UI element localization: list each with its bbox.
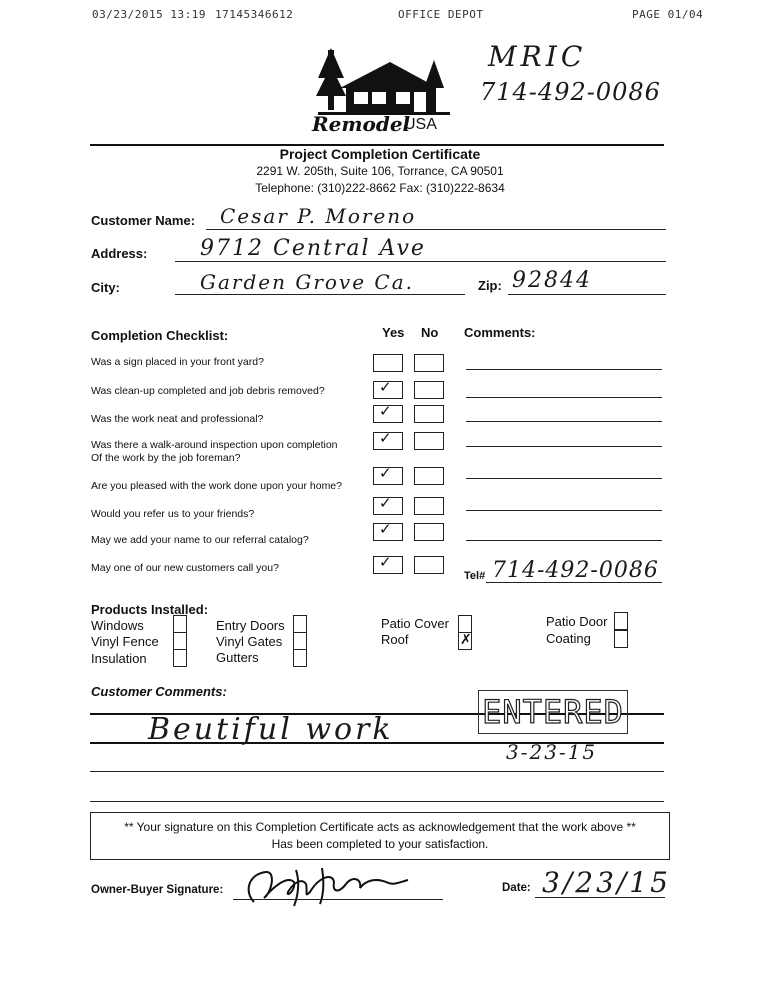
question-2: Was clean-up completed and job debris removed?: [91, 385, 325, 397]
no-checkbox-1[interactable]: [414, 354, 444, 372]
question-6: Would you refer us to your friends?: [91, 508, 255, 520]
product-patio-door: Patio Door: [546, 614, 608, 629]
product-vinyl-fence: Vinyl Fence: [91, 634, 159, 649]
comments-header: Comments:: [464, 325, 536, 340]
question-8: May one of our new customers call you?: [91, 562, 279, 574]
product-coating: Coating: [546, 631, 591, 646]
product-windows: Windows: [91, 618, 144, 633]
customer-comments-value: Beutiful work: [148, 712, 394, 747]
comments-line-4: [90, 801, 664, 802]
customer-name-value: Cesar P. Moreno: [220, 204, 417, 228]
date-label: Date:: [502, 882, 531, 894]
annotation-line2: 714-492-0086: [480, 78, 661, 106]
check-mark-icon: ✓: [379, 494, 392, 512]
fax-page: PAGE 01/04: [632, 8, 704, 21]
city-value: Garden Grove Ca.: [200, 270, 414, 294]
date-value: 3/23/15: [542, 866, 671, 899]
logo-suffix: USA: [404, 116, 437, 133]
roof-checkbox[interactable]: [458, 632, 472, 650]
fax-number: 17145346612: [215, 8, 294, 21]
check-mark-icon: ✓: [379, 429, 392, 447]
city-line: [175, 294, 465, 295]
yes-checkbox-5[interactable]: [373, 464, 403, 485]
comment-line-1: [466, 369, 662, 370]
page-title: Project Completion Certificate: [279, 146, 481, 162]
tel-value: 714-492-0086: [492, 558, 659, 583]
comment-line-2: [466, 397, 662, 398]
yes-checkbox-8[interactable]: [373, 553, 403, 574]
annotation-line1: MRIC: [488, 40, 587, 73]
windows-checkbox[interactable]: [173, 615, 187, 633]
no-checkbox-8[interactable]: [414, 556, 444, 574]
zip-label: Zip:: [478, 278, 502, 293]
owner-signature: [236, 862, 416, 912]
company-address: 2291 W. 205th, Suite 106, Torrance, CA 90501: [256, 164, 504, 178]
comment-line-6: [466, 510, 662, 511]
product-insulation: Insulation: [91, 651, 147, 666]
no-checkbox-6[interactable]: [414, 497, 444, 515]
comment-line-4: [466, 446, 662, 447]
tel-label: Tel#: [464, 570, 486, 582]
city-label: City:: [91, 280, 120, 295]
checklist-title: Completion Checklist:: [91, 328, 229, 343]
check-mark-icon: ✓: [379, 464, 392, 482]
check-mark-icon: ✓: [379, 378, 392, 396]
question-3: Was the work neat and professional?: [91, 413, 264, 425]
question-1: Was a sign placed in your front yard?: [91, 356, 264, 368]
gutters-checkbox[interactable]: [293, 649, 307, 667]
no-checkbox-5[interactable]: [414, 467, 444, 485]
check-mark-icon: ✓: [379, 553, 392, 571]
customer-name-label: Customer Name:: [91, 213, 196, 228]
product-patio-cover: Patio Cover: [381, 616, 449, 631]
signature-label: Owner-Buyer Signature:: [91, 884, 224, 896]
comments-line-3: [90, 771, 664, 772]
yes-checkbox-2[interactable]: [373, 378, 403, 399]
vinyl-fence-checkbox[interactable]: [173, 632, 187, 650]
check-mark-icon: ✓: [379, 520, 392, 538]
notice-line2: Has been completed to your satisfaction.: [271, 837, 489, 851]
entered-stamp: ENTERED: [478, 690, 628, 734]
insulation-checkbox[interactable]: [173, 649, 187, 667]
yes-header: Yes: [382, 325, 405, 340]
product-entry-doors: Entry Doors: [216, 618, 285, 633]
signature-scribble-icon: [236, 862, 416, 912]
fax-datetime: 03/23/2015 13:19: [92, 8, 206, 21]
company-phone: Telephone: (310)222-8662 Fax: (310)222-8634: [255, 181, 505, 195]
question-4-line2: Of the work by the job foreman?: [91, 452, 241, 464]
no-checkbox-7[interactable]: [414, 523, 444, 541]
address-label: Address:: [91, 246, 148, 261]
entry-doors-checkbox[interactable]: [293, 615, 307, 633]
comment-line-5: [466, 478, 662, 479]
no-header: No: [421, 325, 439, 340]
fax-sender: OFFICE DEPOT: [398, 8, 484, 21]
notice-line1: ** Your signature on this Completion Certificate acts as acknowledgement that the work above **: [124, 820, 636, 834]
coating-checkbox[interactable]: [614, 630, 628, 648]
comment-line-3: [466, 421, 662, 422]
comment-line-7: [466, 540, 662, 541]
x-mark-icon: ✗: [460, 631, 472, 647]
no-checkbox-3[interactable]: [414, 405, 444, 423]
products-title: Products Installed:: [91, 602, 209, 617]
yes-checkbox-6[interactable]: [373, 494, 403, 515]
logo-name: Remodel: [312, 112, 411, 136]
yes-checkbox-3[interactable]: [373, 402, 403, 423]
address-value: 9712 Central Ave: [200, 236, 426, 261]
yes-checkbox-4[interactable]: [373, 429, 403, 450]
question-5: Are you pleased with the work done upon your home?: [91, 480, 342, 492]
customer-name-line: [206, 229, 666, 230]
no-checkbox-2[interactable]: [414, 381, 444, 399]
product-vinyl-gates: Vinyl Gates: [216, 634, 283, 649]
customer-comments-label: Customer Comments:: [91, 684, 227, 699]
vinyl-gates-checkbox[interactable]: [293, 632, 307, 650]
product-gutters: Gutters: [216, 650, 259, 665]
yes-checkbox-1[interactable]: [373, 354, 403, 372]
stamp-date: 3-23-15: [506, 740, 598, 764]
check-mark-icon: ✓: [379, 402, 392, 420]
patio-door-checkbox[interactable]: [614, 612, 628, 630]
question-4-line1: Was there a walk-around inspection upon completion: [91, 439, 338, 451]
question-7: May we add your name to our referral catalog?: [91, 534, 309, 546]
address-line: [175, 261, 666, 262]
yes-checkbox-7[interactable]: [373, 520, 403, 541]
zip-line: [508, 294, 666, 295]
zip-value: 92844: [512, 268, 592, 293]
product-roof: Roof: [381, 632, 409, 647]
no-checkbox-4[interactable]: [414, 432, 444, 450]
